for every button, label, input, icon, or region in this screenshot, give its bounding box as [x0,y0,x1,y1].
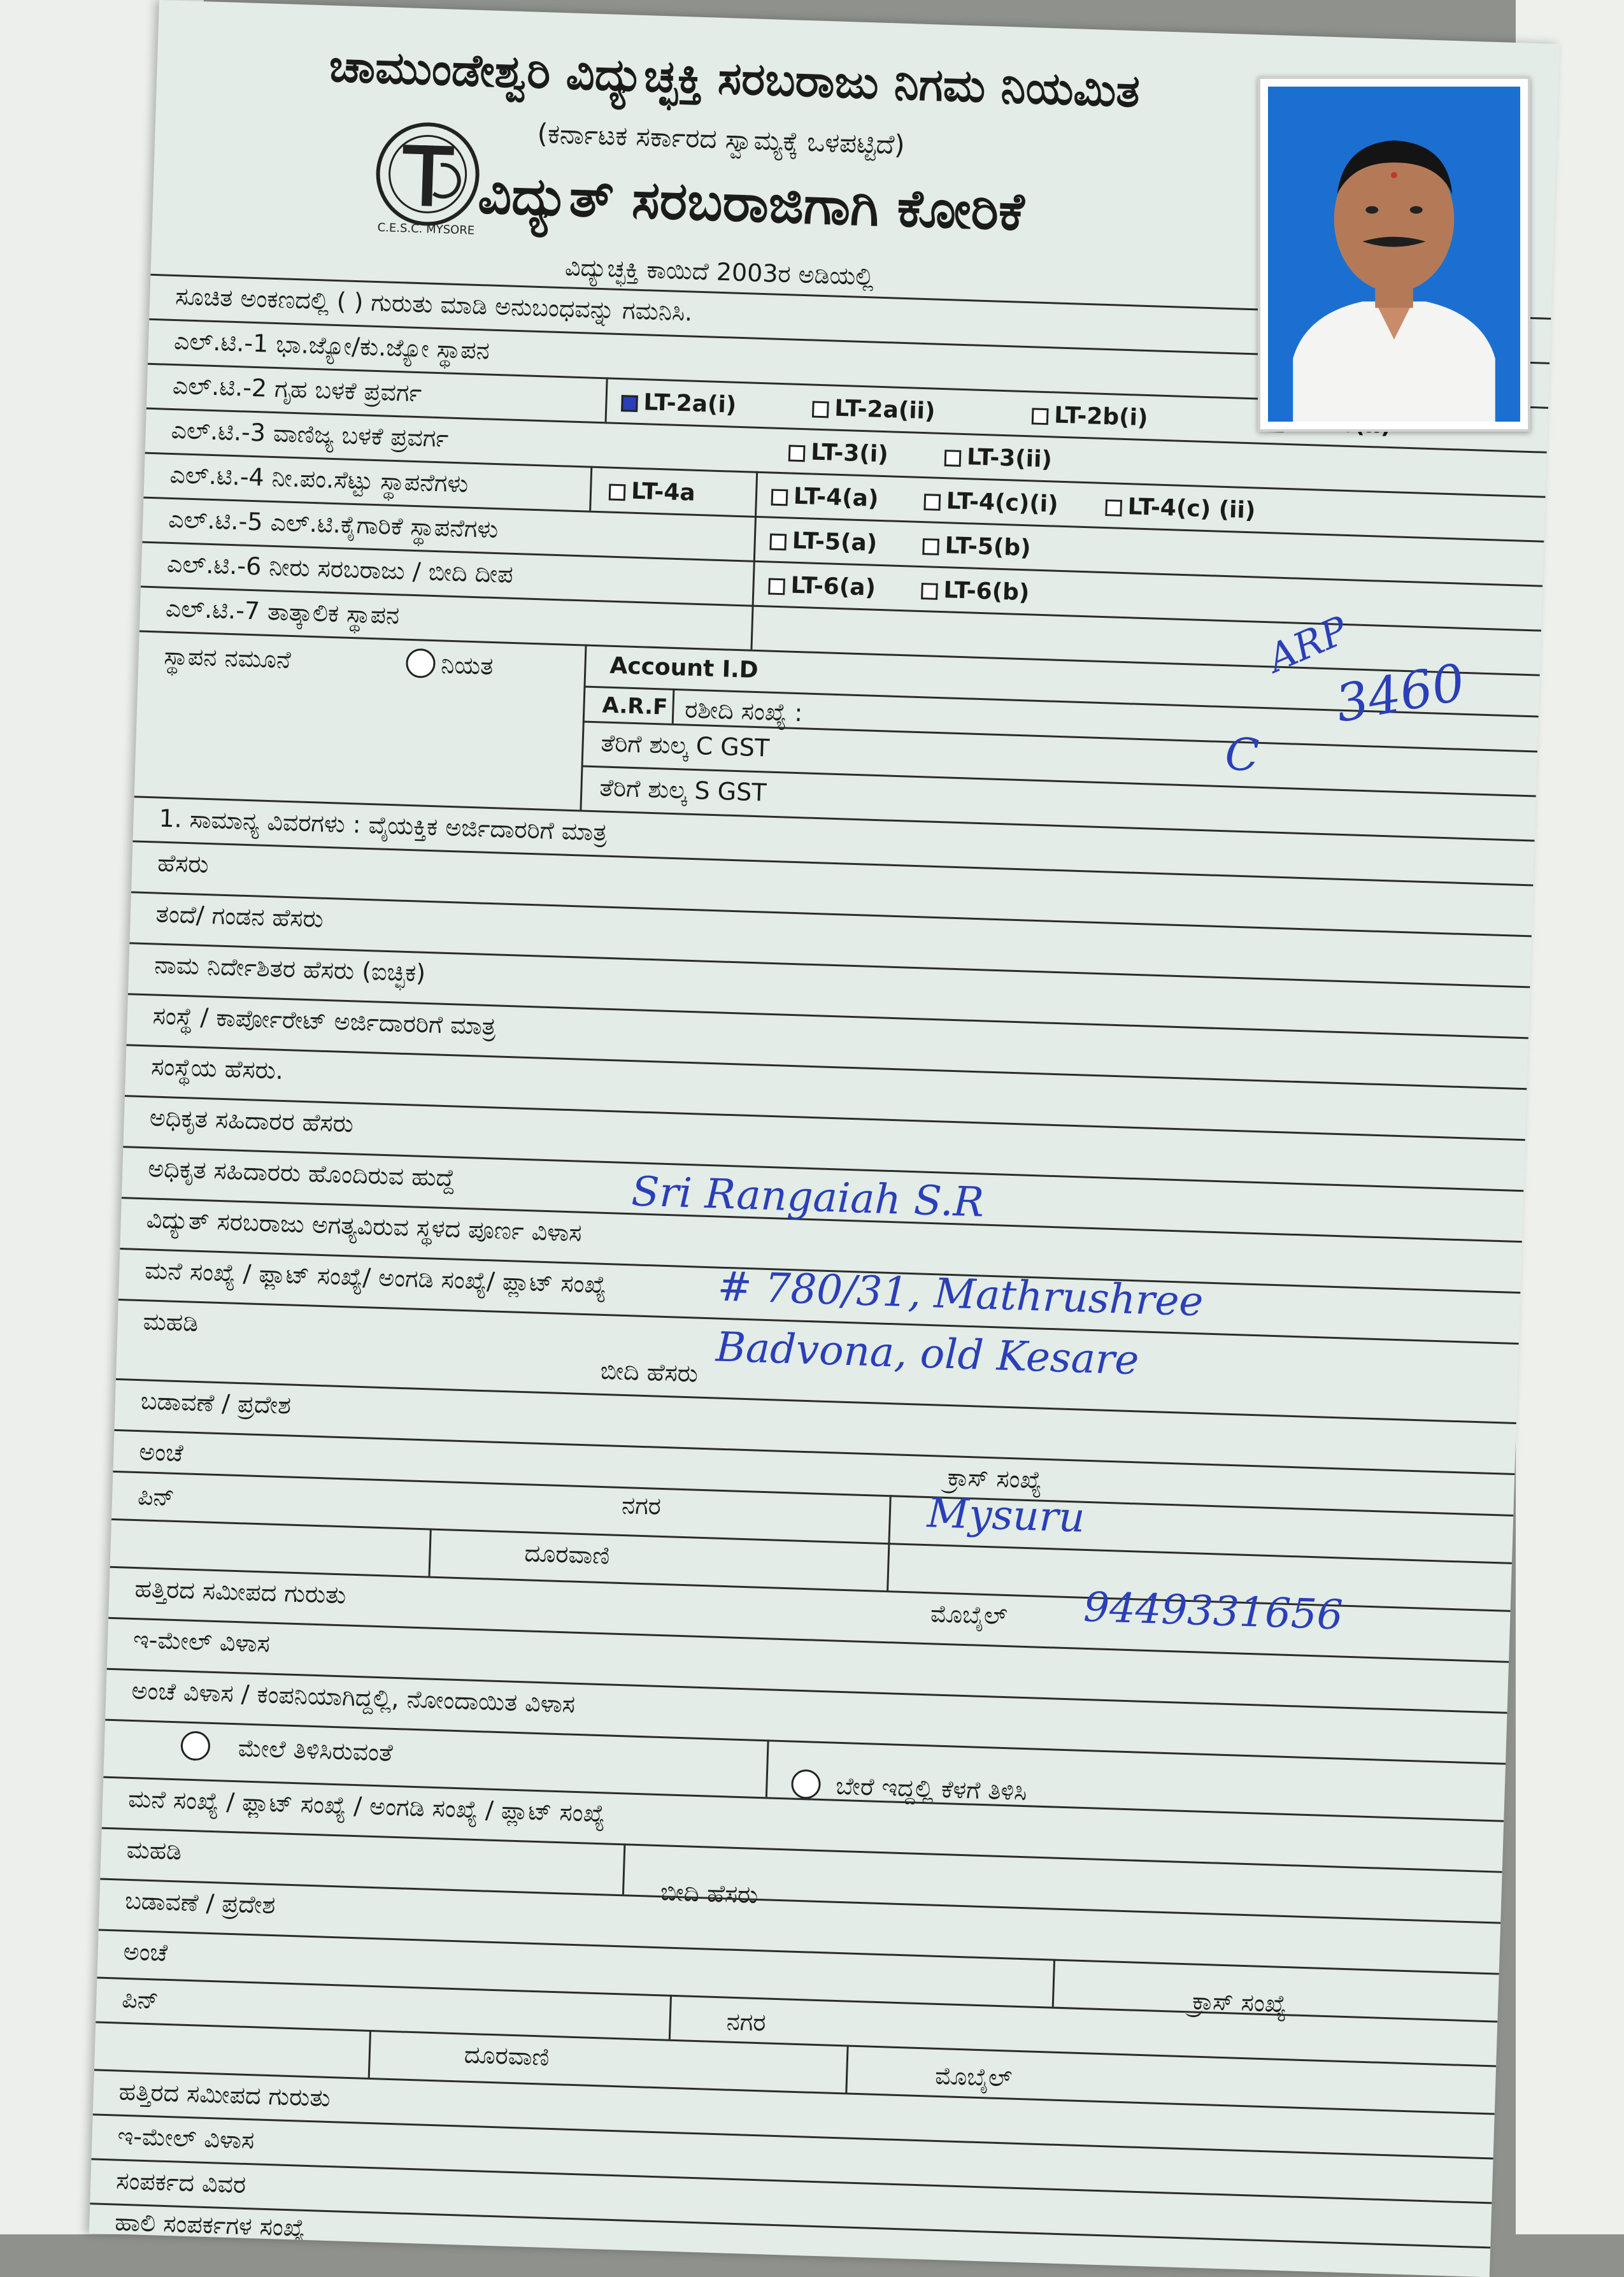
code-lt5-a: LT-5(a) [792,527,878,557]
sgst-label: ತೆರಿಗೆ ಶುಲ್ಕ S GST [599,773,767,807]
supply-city-label: ನಗರ [621,1490,662,1520]
act-line: ವಿದ್ಯುಚ್ಛಕ್ತಿ ಕಾಯಿದೆ 2003ರ ಅಡಿಯಲ್ಲಿ [564,253,874,291]
applicant-photo [1258,76,1530,432]
radio-other-address[interactable] [791,1769,821,1799]
supply-cross-label: ಕ್ರಾಸ್ ಸಂಖ್ಯೆ [947,1463,1043,1494]
handwritten-mobile: 9449331656 [1083,1583,1344,1639]
father-husband-label: ತಂದೆ/ ಗಂಡನ ಹೆಸರು [155,899,324,933]
supply-post-label: ಅಂಚೆ [138,1438,184,1467]
checkbox-lt4-a[interactable] [771,489,788,506]
comm-landmark-label: ಹತ್ತಿರದ ಸಮೀಪದ ಗುರುತು [118,2077,331,2113]
firm-name-label: ಸಂಸ್ಥೆಯ ಹೆಸರು. [150,1052,284,1085]
category-lt7: ಎಲ್.ಟಿ.-7 ತಾತ್ಕಾಲಿಕ ಸ್ಥಾಪನ [165,594,400,630]
code-lt2a-i: LT-2a(i) [643,389,737,418]
checkbox-lt2a-i[interactable] [621,395,638,412]
code-lt3-i: LT-3(i) [810,439,889,468]
supply-area-label: ಬಡಾವಣೆ / ಪ್ರದೇಶ [140,1387,292,1420]
same-as-above-label: ಮೇಲೆ ತಿಳಿಸಿರುವಂತೆ [238,1734,394,1767]
handwritten-applicant-name: Sri Rangaiah S.R [630,1168,985,1227]
comm-area-label: ಬಡಾವಣೆ / ಪ್ರದೇಶ [124,1886,276,1920]
checkbox-lt6-a[interactable] [768,578,785,596]
existing-connections-label: ಹಾಲಿ ಸಂಪರ್ಕಗಳ ಸಂಖ್ಯೆ [114,2208,306,2242]
category-lt6: ಎಲ್.ಟಿ.-6 ನೀರು ಸರಬರಾಜು / ಬೀದಿ ದೀಪ [166,549,514,589]
comm-phone-label: ದೂರವಾಣಿ [464,2040,550,2071]
category-lt5: ಎಲ್.ಟಿ.-5 ಎಲ್.ಟಿ.ಕೈಗಾರಿಕೆ ಸ್ಥಾಪನೆಗಳು [167,504,499,544]
comm-floor-label: ಮಹಡಿ [126,1835,182,1866]
handwritten-amount: 3460 [1331,652,1469,734]
supply-pin-label: ಪಿನ್ [137,1482,175,1511]
code-lt6-b: LT-6(b) [943,577,1030,606]
comm-post-label: ಅಂಚೆ [123,1937,168,1967]
comm-address-heading: ಅಂಚೆ ವಿಳಾಸ / ಕಂಪನಿಯಾಗಿದ್ದಲ್ಲಿ, ನೋಂದಾಯಿತ ವಿಳಾಸ [131,1676,576,1718]
handwritten-arp: ARP [1261,608,1355,682]
general-heading: 1. ಸಾಮಾನ್ಯ ವಿವರಗಳು : ವೈಯಕ್ತಿಕ ಅರ್ಜಿದಾರರಿಗೆ ಮಾತ್ರ [158,804,608,846]
account-id-label: Account I.D [609,652,759,684]
regular-label: ನಿಯತ [440,650,494,680]
supply-mobile-label: ಮೊಬೈಲ್ [930,1599,1008,1631]
radio-same-as-above[interactable] [180,1731,210,1760]
other-address-label: ಬೇರೆ ಇದ್ದಲ್ಲಿ ಕೆಳಗೆ ತಿಳಿಸಿ [835,1771,1028,1806]
handwritten-c-mark: C [1224,728,1260,782]
contact-details-label: ಸಂಪರ್ಕದ ವಿವರ [115,2166,246,2199]
category-lt1: ಎಲ್.ಟಿ.-1 ಭಾ.ಜ್ಯೋ/ಕು.ಜ್ಯೋ ಸ್ಥಾಪನ [173,327,490,365]
supply-email-label: ಇ-ಮೇಲ್ ವಿಳಾಸ [132,1625,271,1658]
handwritten-address-line2: Badvona, old Kesare [715,1324,1140,1385]
checkbox-lt4a[interactable] [609,484,626,501]
arf-label: A.R.F [601,692,668,720]
checkbox-lt2b-i[interactable] [1032,408,1049,425]
code-lt6-a: LT-6(a) [790,572,876,601]
logo-caption: C.E.S.C. MYSORE [377,220,475,238]
checkbox-lt5-a[interactable] [769,534,787,551]
code-lt4-c-ii: LT-4(c) (ii) [1127,494,1256,524]
category-lt3: ಎಲ್.ಟಿ.-3 ವಾಣಿಜ್ಯ ಬಳಕೆ ಪ್ರವರ್ಗ [171,415,449,453]
supply-landmark-label: ಹತ್ತಿರದ ಸಮೀಪದ ಗುರುತು [134,1574,347,1610]
comm-pin-label: ಪಿನ್ [121,1985,159,2015]
code-lt3-ii: LT-3(ii) [966,444,1053,473]
code-lt4a: LT-4a [630,478,696,506]
supply-street-label: ಬೀದಿ ಹೆಸರು [600,1356,699,1388]
checkbox-lt3-i[interactable] [788,445,806,462]
cgst-label: ತೆರಿಗೆ ಶುಲ್ಕ C GST [601,729,770,762]
code-lt5-b: LT-5(b) [944,532,1032,562]
partner-name-label: ಅಧಿಕೃತ ಸಹಿದಾರರ ಹೆಸರು [149,1103,354,1138]
org-name: ಚಾಮುಂಡೇಶ್ವರಿ ವಿದ್ಯುಚ್ಛಕ್ತಿ ಸರಬರಾಜು ನಿಗಮ ನಿಯಮಿತ [328,39,1141,118]
checkbox-lt3-ii[interactable] [944,450,962,467]
category-lt4: ಎಲ್.ಟಿ.-4 ನೀ.ಪಂ.ಸೆಟ್ಟು ಸ್ಥಾಪನೆಗಳು [169,460,469,498]
checkbox-lt4-c-i[interactable] [923,494,941,511]
partner-designation-label: ಅಧಿಕೃತ ಸಹಿದಾರರು ಹೊಂದಿರುವ ಹುದ್ದೆ [147,1154,455,1192]
cesc-logo [362,108,494,239]
comm-email-label: ಇ-ಮೇಲ್ ವಿಳಾಸ [117,2122,255,2155]
code-lt2a-ii: LT-2a(ii) [834,395,936,425]
comm-cross-label: ಕ್ರಾಸ್ ಸಂಖ್ಯೆ [1192,1987,1287,2018]
supply-address-heading: ವಿದ್ಯುತ್ ಸರಬರಾಜು ಅಗತ್ಯವಿರುವ ಸ್ಥಳದ ಪೂರ್ಣ ವಿಳಾಸ [146,1205,583,1247]
org-subtitle: (ಕರ್ನಾಟಕ ಸರ್ಕಾರದ ಸ್ವಾಮ್ಯಕ್ಕೆ ಒಳಪಟ್ಟಿದೆ) [536,117,906,161]
comm-house-no-label: ಮನೆ ಸಂಖ್ಯೆ / ಫ್ಲಾಟ್ ಸಂಖ್ಯೆ / ಅಂಗಡಿ ಸಂಖ್ಯೆ / ಪ್ಲಾಟ್ ಸಂಖ್ಯೆ [127,1784,606,1828]
code-lt4-a: LT-4(a) [793,483,880,512]
category-lt2: ಎಲ್.ಟಿ.-2 ಗೃಹ ಬಳಕೆ ಪ್ರವರ್ಗ [172,371,422,408]
checkbox-lt2a-ii[interactable] [812,401,829,418]
handwritten-city: Mysuru [926,1490,1086,1542]
checkbox-lt4-c-ii[interactable] [1105,499,1122,517]
receipt-no-label: ರಶೀದಿ ಸಂಖ್ಯೆ : [684,695,803,727]
firm-heading: ಸಂಸ್ಥೆ / ಕಾರ್ಪೋರೇಟ್ ಅರ್ಜಿದಾರರಿಗೆ ಮಾತ್ರ [152,1001,497,1041]
supply-house-no-label: ಮನೆ ಸಂಖ್ಯೆ / ಫ್ಲಾಟ್ ಸಂಖ್ಯೆ/ ಅಂಗಡಿ ಸಂಖ್ಯೆ/ ಪ್ಲಾಟ್ ಸಂಖ್ಯೆ [144,1256,607,1299]
code-lt2b-i: LT-2b(i) [1053,402,1149,432]
comm-street-label: ಬೀದಿ ಹೆಸರು [660,1878,759,1909]
supply-phone-label: ದೂರವಾಣಿ [524,1539,610,1570]
comm-city-label: ನಗರ [726,2007,767,2037]
supply-floor-label: ಮಹಡಿ [143,1307,199,1337]
radio-regular[interactable] [406,648,436,678]
checkbox-lt6-b[interactable] [921,583,938,600]
code-lt4-c-i: LT-4(c)(i) [946,488,1059,518]
handwritten-address-line1: # 780/31, Mathrushree [716,1263,1204,1326]
nominee-label: ನಾಮ ನಿರ್ದೇಶಿತರ ಹೆಸರು (ಐಚ್ಛಿಕ) [153,950,426,987]
form-title: ವಿದ್ಯುತ್ ಸರಬರಾಜಿಗಾಗಿ ಕೋರಿಕೆ [477,164,1025,243]
comm-mobile-label: ಮೊಬೈಲ್ [934,2061,1013,2092]
checkbox-lt5-b[interactable] [922,538,939,555]
person-photo-icon [1268,87,1520,422]
name-label: ಹೆಸರು [157,848,210,879]
installation-type-label: ಸ್ಥಾಪನ ನಮೂನೆ [163,641,292,674]
instruction-text: ಸೂಚಿತ ಅಂಕಣದಲ್ಲಿ ( ) ಗುರುತು ಮಾಡಿ ಅನುಬಂಧವನ್ನು ಗಮನಿಸಿ. [175,282,693,327]
